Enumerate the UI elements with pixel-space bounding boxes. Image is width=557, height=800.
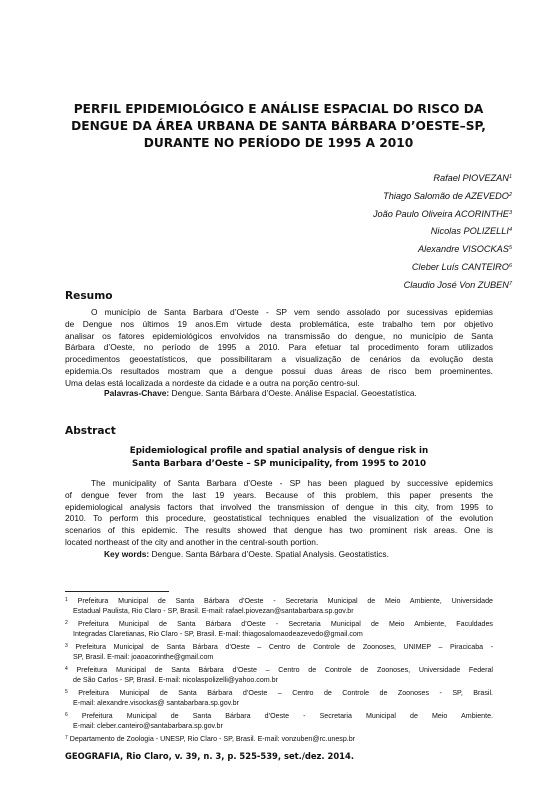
author-ref: 3: [508, 209, 512, 216]
resumo-line: de Dengue nos últimos 19 anos.Em virtude desta problemática, este trabalho tem por objetivo: [65, 318, 493, 329]
footnote-line: [65, 641, 493, 652]
author-ref: 2: [508, 191, 512, 198]
abstract-line: scenarios of this epidemic. The results showed that dengue has two prominent risk areas. One is: [65, 525, 493, 536]
footnote-line: E-mail: alexandre.visockas@ santabarbara.sp.gov.br: [73, 699, 239, 707]
abstract-line: located northeast of the city and another in the central-south portion.: [65, 536, 319, 547]
footnote-text: Departamento de Zoologia - UNESP, Rio Claro - SP, Brasil. E-mail: vonzuben@rc.unesp.br: [69, 735, 356, 743]
footnote-line: E-mail: cleber.canteiro@santabarbara.sp.gov.br: [73, 722, 223, 730]
author: [373, 240, 512, 258]
resumo-line: analisar os fatores epidemiológicos envolvidos na transmissão do dengue, no município de Santa: [65, 330, 493, 341]
abstract-line: epidemiological analysis factors that involved the transmission of dengue in this city, from 1995 to: [65, 501, 493, 512]
resumo-line: O município de Santa Barbara d’Oeste - SP vem sendo assolado por sucessivas epidemias: [91, 307, 493, 317]
footnote-ref: 5: [65, 689, 68, 695]
abstract-title: [65, 445, 493, 471]
footnote-separator: [65, 591, 169, 592]
resumo-heading: Resumo: [65, 290, 113, 302]
footnote-line: [65, 710, 493, 721]
resumo-body: [65, 307, 493, 390]
abstract-title-line: Epidemiological profile and spatial analysis of dengue risk in: [129, 446, 429, 456]
abstract-line: of dengue fever from the last 19 years. Because of this problem, this paper presents the: [65, 489, 493, 500]
footnote: [65, 595, 493, 616]
footnote-line: Integradas Claretianas, Rio Claro - SP, Brasil. E-mail: thiagosalomaodeazevedo@gmail.com: [73, 630, 363, 638]
author-name: Claudio José Von ZUBEN: [403, 279, 509, 290]
footnote-ref: 3: [65, 643, 68, 649]
author-ref: 7: [508, 280, 512, 287]
footnote-line: [65, 664, 493, 675]
footnote-text: Prefeitura Municipal de Santa Bárbara d’Oeste – Centro de Controle de Zoonoses, Universidade Federal: [76, 666, 493, 674]
author-ref: 4: [508, 227, 512, 234]
keywords-label: Palavras-Chave:: [104, 388, 170, 398]
author-list: [373, 169, 512, 294]
title-line: DENGUE DA ÁREA URBANA DE SANTA BÁRBARA D’OESTE–SP,: [71, 119, 486, 133]
resumo-line: epidemia.Os resultados mostram que a dengue possui duas áreas de risco bem proeminentes.: [65, 365, 493, 376]
abstract-body: [65, 478, 493, 549]
author: [373, 169, 512, 187]
footnote-ref: 7: [65, 735, 68, 741]
footnote: [65, 641, 493, 662]
author-name: Rafael PIOVEZAN: [433, 173, 509, 183]
footnote-ref: 6: [65, 712, 68, 718]
footnote-ref: 1: [65, 597, 68, 603]
footnote: [65, 710, 493, 731]
author: [373, 187, 512, 205]
footnote: [65, 664, 493, 685]
footnote-text: Prefeitura Municipal de Santa Bárbara d’Oeste - Secretaria Municipal de Meio Ambiente, Universidade: [77, 597, 493, 605]
footnote-line: de São Carlos - SP, Brasil. E-mail: nicolaspolizelli@yahoo.com.br: [73, 676, 278, 684]
footnote-text: Prefeitura Municipal de Santa Bárbara d’Oeste - Secretaria Municipal de Meio Ambiente, Faculdades: [77, 620, 493, 628]
abstract-line: 2010. To perform this procedure, geostatistical techniques enabled the visualization of the evolution: [65, 513, 493, 524]
resumo-keywords: [104, 388, 417, 398]
footnote-line: [65, 687, 493, 698]
article-title: [60, 101, 497, 152]
footnote-ref: 2: [65, 620, 68, 626]
keywords-text: Dengue. Santa Bárbara d’Oeste. Spatial Analysis. Geostatistics.: [151, 549, 389, 559]
author-ref: 5: [508, 245, 512, 252]
footnote-ref: 4: [65, 666, 68, 672]
author-name: Nicolas POLIZELLI: [430, 226, 509, 237]
abstract-keywords: [104, 549, 389, 559]
footnote-line: [65, 618, 493, 629]
abstract-title-line: Santa Barbara d’Oeste – SP municipality, from 1995 to 2010: [131, 459, 427, 469]
author-ref: 6: [508, 262, 512, 269]
title-line: PERFIL EPIDEMIOLÓGICO E ANÁLISE ESPACIAL DO RISCO DA: [73, 102, 484, 116]
author: [373, 276, 512, 294]
footnote: [65, 618, 493, 639]
author-name: Alexandre VISOCKAS: [418, 244, 509, 255]
footnote: [65, 733, 493, 744]
footnote-text: Prefeitura Municipal de Santa Bárbara d’Oeste – Centro de Controle de Zoonoses, UNIMEP – Piracicaba -: [75, 643, 493, 651]
keywords-label: Key words:: [104, 549, 150, 559]
author-name: João Paulo Oliveira ACORINTHE: [372, 208, 509, 219]
author: [373, 222, 512, 240]
author-ref: 1: [508, 174, 512, 180]
abstract-line: The municipality of Santa Barbara d’Oeste - SP has been plagued by successive epidemics: [91, 478, 493, 488]
resumo-line: Uma delas está localizada a nordeste da cidade e a outra na porção centro-sul.: [65, 377, 360, 388]
footnote-text: Prefeitura Municipal de Santa Bárbara d’Oeste – Centro de Controle de Zoonoses - SP, Brasil.: [78, 689, 493, 697]
keywords-text: Dengue. Santa Bárbara d’Oeste. Análise Espacial. Geoestatística.: [171, 388, 417, 398]
author: [373, 258, 512, 276]
footnote-line: SP, Brasil. E-mail: joaoacorinthe@gmail.com: [73, 653, 214, 661]
author: [373, 205, 512, 223]
footnote-line: Estadual Paulista, Rio Claro - SP, Brasil. E-mail: rafael.piovezan@santabarbara.sp.gov.br: [73, 607, 354, 615]
author-name: Cleber Luís CANTEIRO: [411, 261, 509, 272]
footnote-line: [65, 595, 493, 606]
author-name: Thiago Salomão de AZEVEDO: [383, 190, 509, 201]
title-line: DURANTE NO PERÍODO DE 1995 A 2010: [143, 136, 414, 150]
resumo-line: procedimentos geoestatísticos, que possibilitaram a visualização de cenários da evolução desta: [65, 354, 493, 365]
resumo-line: Bárbara d’Oeste, no período de 1995 a 2010. Para efetuar tal procedimento foram utilizados: [65, 342, 493, 353]
journal-citation: GEOGRAFIA, Rio Claro, v. 39, n. 3, p. 525-539, set./dez. 2014.: [65, 751, 355, 761]
footnote-text: Prefeitura Municipal de Santa Bárbara d’Oeste - Secretaria Municipal de Meio Ambiente.: [81, 712, 493, 720]
footnote: [65, 687, 493, 708]
abstract-heading: Abstract: [65, 425, 116, 437]
footnote-line: [65, 733, 493, 744]
